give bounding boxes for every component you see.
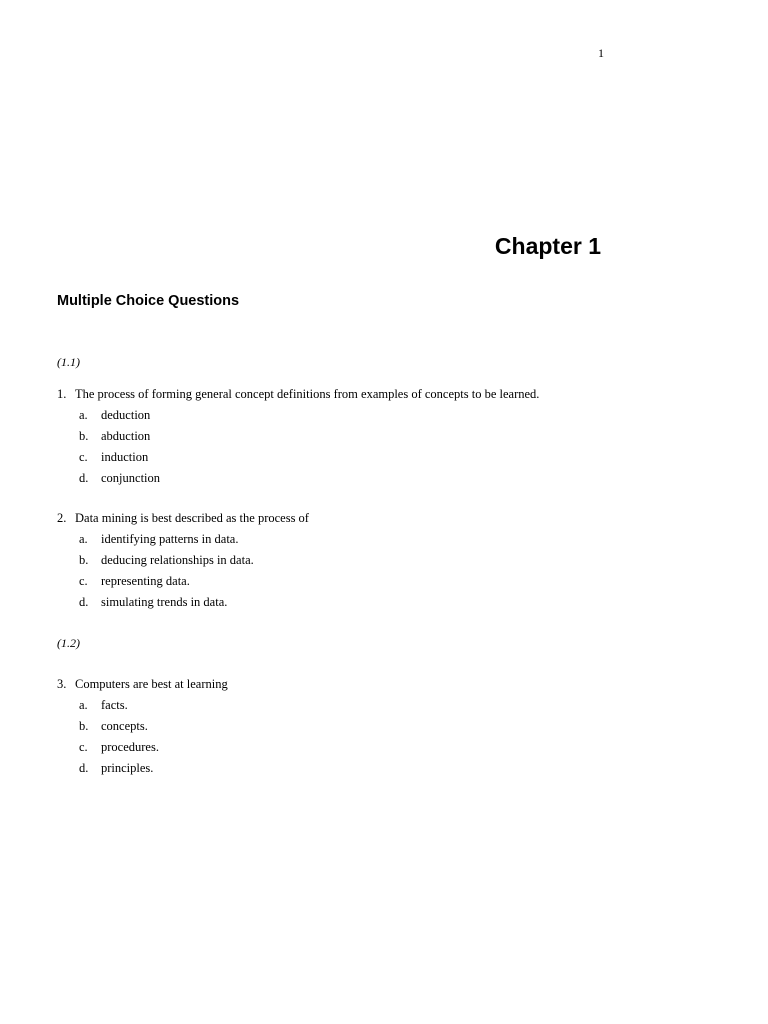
option-b [57, 719, 697, 740]
section-ref: (1.1) [57, 355, 80, 369]
option-text: concepts. [101, 719, 148, 733]
option-b [57, 553, 697, 574]
option-b [57, 429, 697, 450]
option-list [57, 408, 697, 492]
question-stem [57, 677, 697, 698]
option-letter: b. [79, 719, 89, 733]
section-heading: Multiple Choice Questions [57, 293, 240, 309]
option-text: conjunction [101, 471, 161, 485]
question-1 [57, 387, 697, 492]
option-c [57, 574, 697, 595]
question-number: 1. [57, 387, 67, 401]
option-text: abduction [101, 429, 151, 443]
option-letter: a. [79, 698, 88, 712]
option-letter: b. [79, 553, 89, 567]
option-letter: d. [79, 761, 89, 775]
option-text: facts. [101, 698, 128, 712]
option-letter: a. [79, 408, 88, 422]
option-d [57, 595, 697, 616]
option-a [57, 532, 697, 553]
question-number: 2. [57, 511, 67, 525]
option-letter: a. [79, 532, 88, 546]
option-d [57, 761, 697, 782]
option-c [57, 450, 697, 471]
question-number: 3. [57, 677, 67, 691]
option-letter: c. [79, 450, 88, 464]
option-letter: d. [79, 595, 89, 609]
question-3 [57, 677, 697, 782]
option-text: identifying patterns in data. [101, 532, 239, 546]
option-d [57, 471, 697, 492]
section-ref: (1.2) [57, 636, 80, 650]
option-text: induction [101, 450, 149, 464]
question-text: Computers are best at learning [75, 677, 228, 691]
option-a [57, 408, 697, 429]
option-text: simulating trends in data. [101, 595, 228, 609]
question-stem [57, 387, 697, 408]
option-letter: c. [79, 740, 88, 754]
option-text: representing data. [101, 574, 190, 588]
option-letter: c. [79, 574, 88, 588]
option-list [57, 698, 697, 782]
option-text: deduction [101, 408, 151, 422]
chapter-title: Chapter 1 [494, 233, 601, 259]
option-c [57, 740, 697, 761]
question-text: The process of forming general concept definitions from examples of concepts to be learned. [75, 387, 540, 401]
page-number: 1 [598, 46, 604, 60]
option-text: deducing relationships in data. [101, 553, 254, 567]
option-letter: d. [79, 471, 89, 485]
question-2 [57, 511, 697, 616]
option-list [57, 532, 697, 616]
option-a [57, 698, 697, 719]
option-text: principles. [101, 761, 154, 775]
option-letter: b. [79, 429, 89, 443]
option-text: procedures. [101, 740, 159, 754]
question-text: Data mining is best described as the process of [75, 511, 309, 525]
question-stem [57, 511, 697, 532]
